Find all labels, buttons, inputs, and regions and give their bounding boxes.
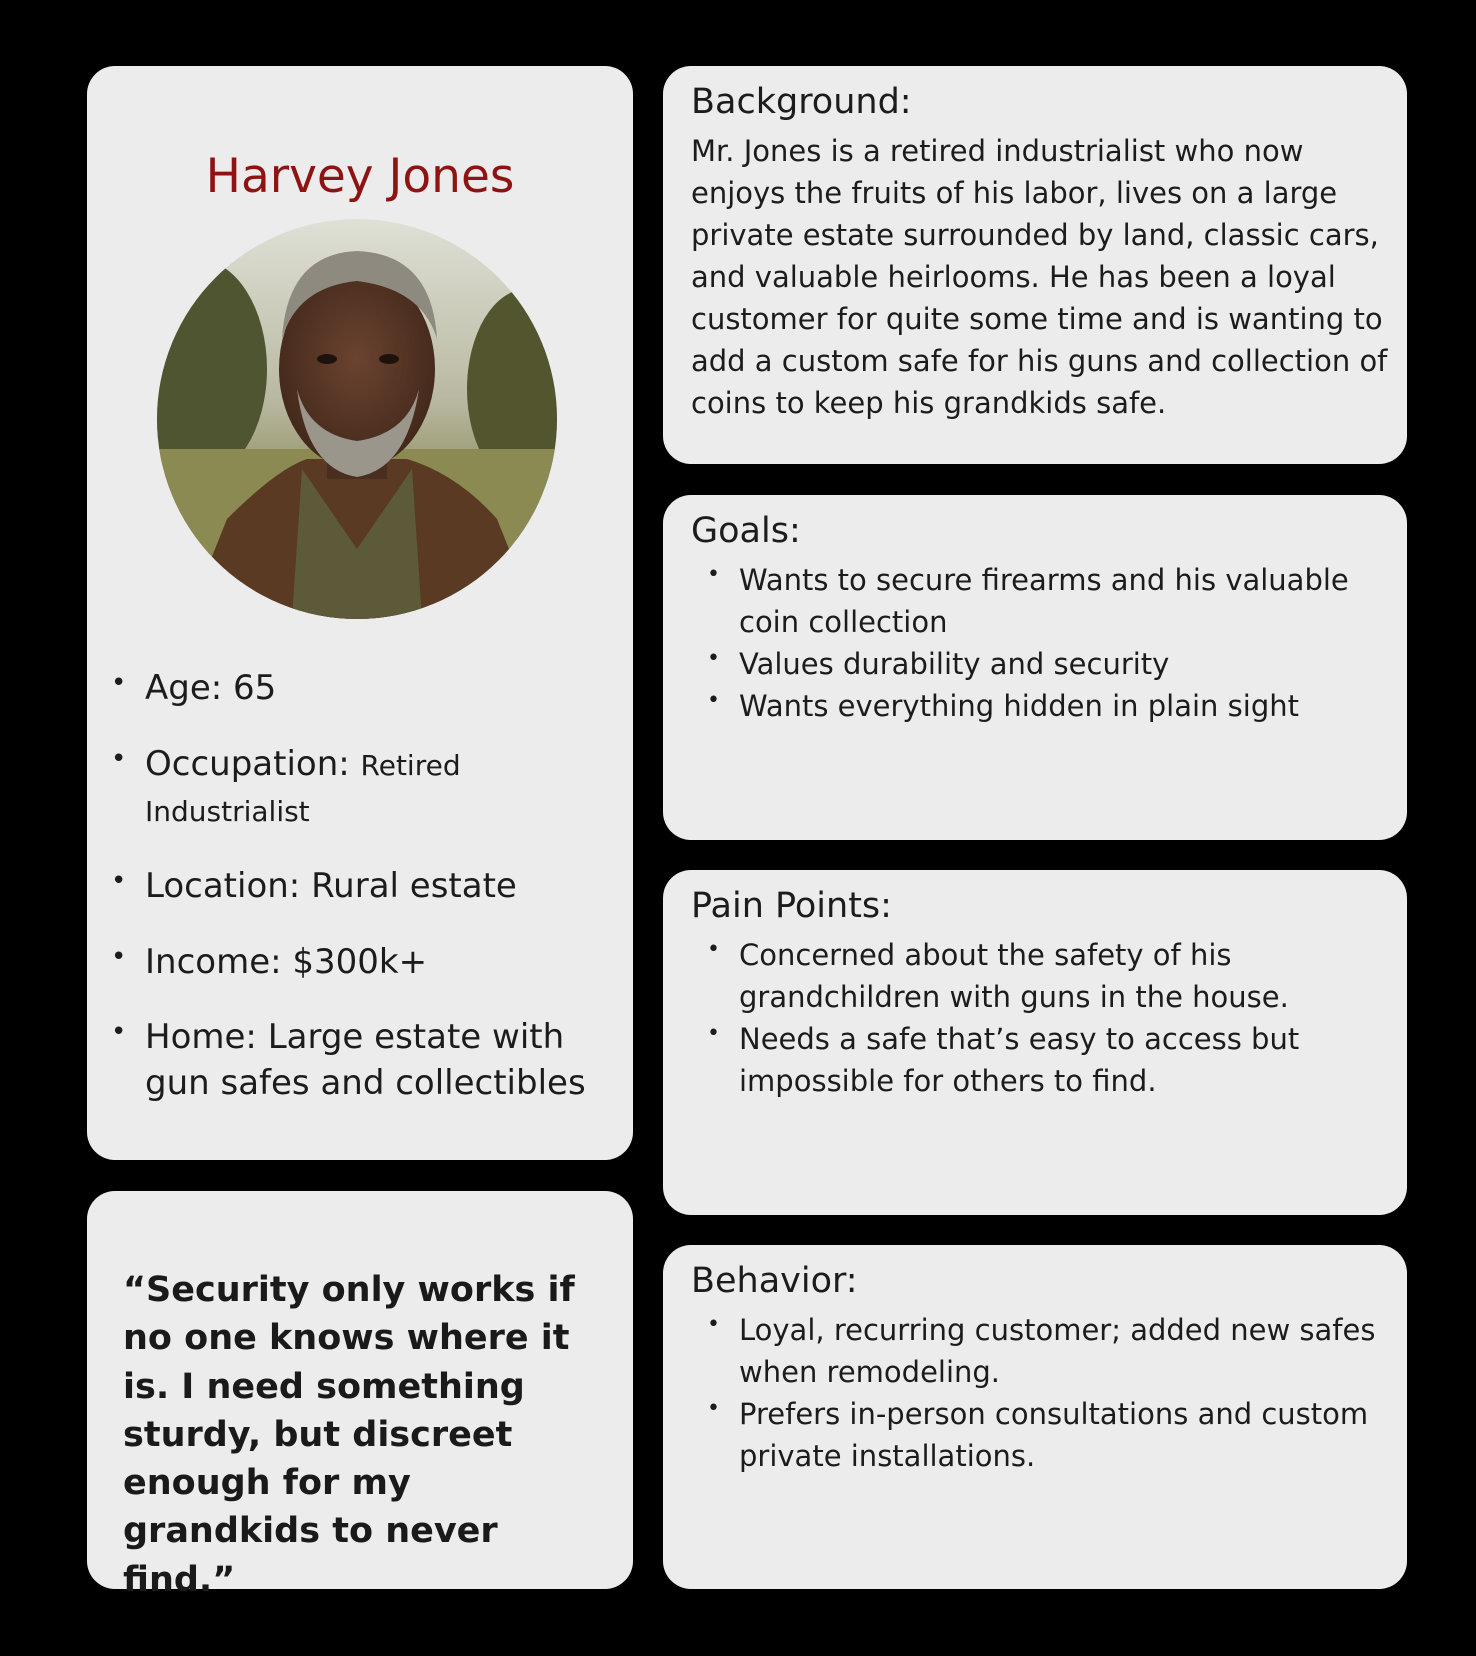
fact-value: Rural estate bbox=[311, 865, 517, 906]
bullet-icon: • bbox=[707, 1312, 720, 1337]
list-item-text: Prefers in-person consultations and custom private installations. bbox=[739, 1397, 1369, 1474]
bullet-icon: • bbox=[111, 1017, 127, 1048]
fact-label: Location: bbox=[145, 865, 301, 906]
list-item-text: Loyal, recurring customer; added new safes when remodeling. bbox=[739, 1313, 1376, 1390]
background-card bbox=[663, 66, 1407, 464]
list-item bbox=[707, 1309, 1387, 1393]
fact-occupation bbox=[111, 742, 631, 834]
list-item-text: Wants to secure firearms and his valuable coin collection bbox=[739, 563, 1349, 640]
portrait-image bbox=[157, 219, 557, 619]
bullet-icon: • bbox=[111, 743, 127, 774]
bullet-icon: • bbox=[707, 562, 720, 587]
bullet-icon: • bbox=[111, 865, 127, 896]
list-item bbox=[707, 685, 1387, 727]
fact-label: Income: bbox=[145, 941, 282, 982]
bullet-icon: • bbox=[707, 1021, 720, 1047]
bullet-icon: • bbox=[707, 937, 720, 962]
list-item-text: Needs a safe that’s easy to access but impossible for others to find. bbox=[739, 1022, 1300, 1099]
fact-value: $300k+ bbox=[292, 941, 428, 982]
fact-age bbox=[111, 666, 631, 712]
persona-quote: “Security only works if no one knows where it is. I need something sturdy, but discreet enough for my grandkids to never find.” bbox=[123, 1270, 575, 1600]
persona-name: Harvey Jones bbox=[205, 149, 515, 205]
fact-label: Age: bbox=[145, 668, 223, 708]
list-item-text: Values durability and security bbox=[739, 647, 1170, 682]
bullet-icon: • bbox=[707, 646, 720, 672]
demographics-list bbox=[111, 666, 631, 1137]
list-item bbox=[707, 1393, 1387, 1477]
fact-label: Home: bbox=[145, 1017, 257, 1058]
list-item bbox=[707, 559, 1387, 643]
goals-card bbox=[663, 495, 1407, 840]
goals-list bbox=[707, 559, 1387, 727]
fact-value: Retired Industrialist bbox=[145, 748, 461, 828]
fact-value: 65 bbox=[233, 668, 277, 708]
avatar bbox=[157, 219, 557, 619]
profile-card bbox=[87, 66, 633, 1160]
list-item-text: Concerned about the safety of his grandchildren with guns in the house. bbox=[739, 938, 1289, 1015]
fact-value: Large estate with gun safes and collectibles bbox=[145, 1017, 586, 1104]
fact-home bbox=[111, 1015, 631, 1107]
bullet-icon: • bbox=[111, 941, 127, 972]
behavior-card bbox=[663, 1245, 1407, 1589]
fact-label: Occupation: bbox=[145, 743, 350, 784]
section-title: Background: bbox=[691, 82, 912, 122]
list-item bbox=[707, 1018, 1387, 1102]
section-title: Pain Points: bbox=[691, 886, 892, 926]
fact-location bbox=[111, 864, 631, 910]
bullet-icon: • bbox=[707, 1396, 720, 1422]
pain-points-card bbox=[663, 870, 1407, 1215]
list-item bbox=[707, 934, 1387, 1018]
background-text: Mr. Jones is a retired industrialist who now enjoys the fruits of his labor, lives on a large private estate surrounded by land, classic cars, and valuable heirlooms. He has been a loyal customer for quite some time and is wanting to add a custom safe for his guns and collection of coins to keep his grandkids safe. bbox=[691, 134, 1388, 421]
quote-card bbox=[87, 1191, 633, 1600]
section-title: Behavior: bbox=[691, 1261, 858, 1301]
bullet-icon: • bbox=[111, 668, 127, 698]
fact-income bbox=[111, 940, 631, 986]
bullet-icon: • bbox=[707, 688, 720, 714]
behavior-list bbox=[707, 1309, 1387, 1477]
pain-points-list bbox=[707, 934, 1387, 1102]
list-item-text: Wants everything hidden in plain sight bbox=[739, 689, 1299, 724]
section-title: Goals: bbox=[691, 511, 801, 551]
list-item bbox=[707, 643, 1387, 685]
